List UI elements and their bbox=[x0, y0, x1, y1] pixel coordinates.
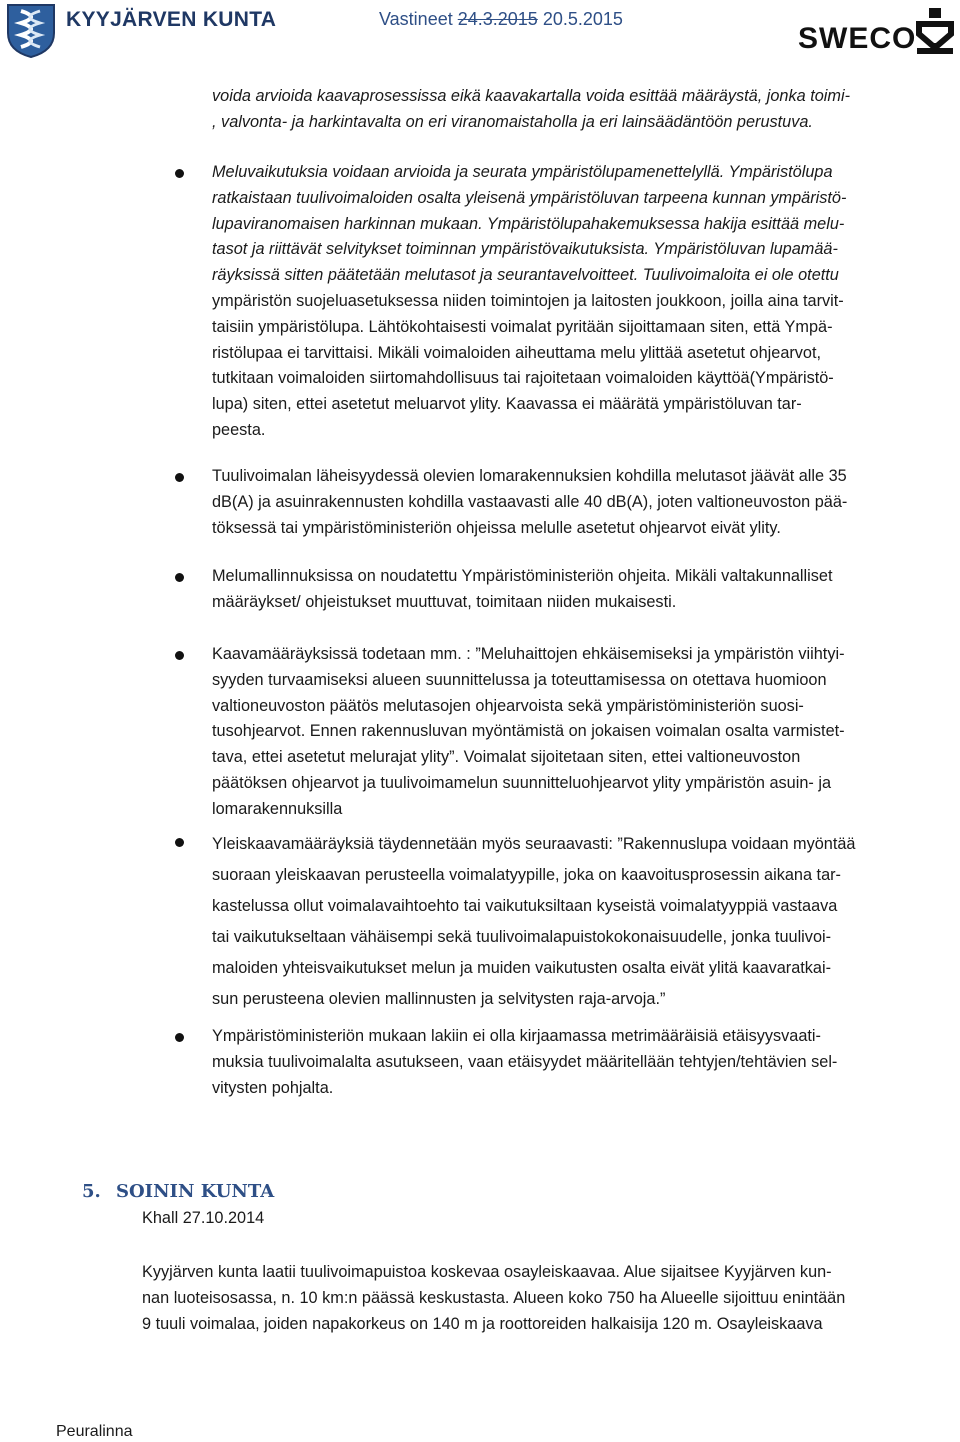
bullet-icon bbox=[175, 838, 184, 847]
text-line: Kyyjärven kunta laatii tuulivoimapuistoa koskevaa osayleiskaavaa. Alue sijaitsee Kyyjärven kun- bbox=[142, 1263, 832, 1281]
text-line: lomarakennuksilla bbox=[212, 799, 343, 818]
list-item bbox=[212, 160, 955, 444]
section-number: 5. bbox=[82, 1181, 101, 1202]
municipal-crest-icon bbox=[6, 3, 56, 59]
text-line: syyden turvaamiseksi alueen suunnittelussa ja toteuttamisessa on otettava huomioon bbox=[212, 670, 827, 689]
bullet-icon bbox=[175, 1033, 184, 1042]
text-line: ympäristön suojeluasetuksessa niiden toimintojen ja laitosten joukkoon, joilla aina tarvit- bbox=[212, 291, 844, 310]
text-line: muksia tuulivoimalalta asutukseen, vaan etäisyydet määritellään tehtyjen/tehtävien sel- bbox=[212, 1052, 838, 1071]
text-line: Ympäristöministeriön mukaan lakiin ei olla kirjaamassa metrimääräisiä etäisyysvaati- bbox=[212, 1027, 821, 1045]
text-line: Tuulivoimalan läheisyydessä olevien lomarakennuksien kohdilla melutasot jäävät alle 35 bbox=[212, 467, 847, 485]
list-item bbox=[212, 564, 955, 616]
section-date: Khall 27.10.2014 bbox=[142, 1209, 265, 1227]
text-line: tusohjearvot. Ennen rakennusluvan myöntämistä on jokaisen voimalan osalta varmistet- bbox=[212, 722, 845, 741]
text-line: Kaavamääräyksissä todetaan mm. : ”Meluhaittojen ehkäisemiseksi ja ympäristön viihtyi- bbox=[212, 645, 845, 663]
text-line: nan luoteisosassa, n. 10 km:n päässä keskustasta. Alueen koko 750 ha Alueelle sijoittuu enintään bbox=[142, 1289, 846, 1307]
text-line: töksessä tai ympäristöministeriön ohjeissa melulle asetetut ohjearvot eivät ylity. bbox=[212, 518, 781, 537]
bullet-icon bbox=[175, 573, 184, 582]
text-line: Meluvaikutuksia voidaan arvioida ja seurata ympäristölupamenettelyllä. Ympäristölupa bbox=[212, 163, 833, 181]
text-line: räyksissä sitten päätetään melutasot ja seurantavelvoitteet. Tuulivoimaloita ei ole otettu bbox=[212, 266, 839, 285]
sweco-mark-icon bbox=[915, 6, 955, 56]
section-title: SOININ KUNTA bbox=[116, 1181, 275, 1202]
text-line: tai vaikutukseltaan vähäisempi sekä tuulivoimalapuistokokonaisuudelle, jonka tuulivoi- bbox=[212, 928, 832, 946]
old-date: 24.3.2015 bbox=[457, 9, 538, 29]
text-line: , valvonta- ja harkintavalta on eri viranomaistaholla ja eri lainsäädäntöön perustuva. bbox=[212, 112, 813, 131]
page-header bbox=[0, 0, 960, 62]
text-line: taisiin ympäristölupa. Lähtökohtaisesti voimalat pyritään sijoittamaan siten, että Ympä- bbox=[212, 317, 833, 336]
text-line: suoraan yleiskaavan perusteella voimalatyypille, joka on kaavoitusprosessin aikana tar- bbox=[212, 866, 841, 884]
text-line: vitysten pohjalta. bbox=[212, 1078, 334, 1097]
text-line: ristölupaa ei tarvittaisi. Mikäli voimaloiden aiheuttama melu ylittää asetetut ohjearvot, bbox=[212, 343, 822, 362]
text-line: sun perusteena olevien mallinnusten ja selvitysten raja-arvoja.” bbox=[212, 990, 666, 1008]
bullet-icon bbox=[175, 473, 184, 482]
list-item bbox=[212, 464, 955, 541]
text-line: tasot ja riittävät selvitykset toiminnan ympäristövaikutuksista. Ympäristöluvan lupamää- bbox=[212, 240, 838, 259]
text-line: päätöksen ohjearvot ja tuulivoimamelun suunnitteluohjearvot ylity ympäristön asuin- ja bbox=[212, 773, 832, 792]
text-line: voida arvioida kaavaprosessissa eikä kaavakartalla voida esittää määräystä, jonka toimi- bbox=[212, 87, 850, 105]
text-line: Melumallinnuksissa on noudatettu Ympäristöministeriön ohjeita. Mikäli valtakunnalliset bbox=[212, 567, 833, 585]
section-paragraph bbox=[142, 1259, 942, 1337]
text-line: tutkitaan voimaloiden siirtomahdollisuus tai rajoitetaan voimaloiden käyttöä(Ympäristö- bbox=[212, 369, 834, 388]
text-line: valtioneuvoston päätös melutasojen ohjearvoista sekä ympäristöministeriön suosi- bbox=[212, 696, 804, 715]
text-line: Yleiskaavamääräyksiä täydennetään myös seuraavasti: ”Rakennuslupa voidaan myöntää bbox=[212, 835, 856, 853]
list-item bbox=[212, 829, 955, 1015]
text-line: peesta. bbox=[212, 420, 266, 439]
logo-text: SWECO bbox=[798, 22, 917, 55]
new-date: 20.5.2015 bbox=[542, 9, 623, 29]
text-line: maloiden yhteisvaikutukset melun ja muiden vaikutusten osalta eivät ylitä kaavaratkai- bbox=[212, 959, 832, 977]
page-footer: Peuralinna bbox=[56, 1423, 133, 1440]
list-item bbox=[212, 642, 955, 823]
text-line: ratkaistaan tuulivoimaloiden osalta yleisenä ympäristöluvan tarpeena kunnan ympäristö- bbox=[212, 188, 847, 207]
text-line: lupa) siten, ettei asetetut meluarvot ylity. Kaavassa ei määrätä ympäristöluvan tar- bbox=[212, 395, 802, 414]
continuation-text bbox=[212, 84, 955, 136]
municipality-name: KYYJÄRVEN KUNTA bbox=[66, 8, 277, 31]
bullet-icon bbox=[175, 651, 184, 660]
document-meta bbox=[379, 9, 623, 30]
text-line: tava, ettei asetetut melurajat ylity”. Voimalat sijoitetaan siten, ettei valtioneuvoston bbox=[212, 748, 801, 767]
text-line: lupaviranomaisen harkinnan mukaan. Ympäristölupahakemuksessa hakija esittää melu- bbox=[212, 214, 845, 233]
list-item bbox=[212, 1024, 955, 1101]
text-line: dB(A) ja asuinrakennusten kohdilla vastaavasti alle 40 dB(A), joten valtioneuvoston pää- bbox=[212, 492, 848, 511]
text-line: 9 tuuli voimalaa, joiden napakorkeus on 140 m ja roottoreiden halkaisija 120 m. Osayleiskaava bbox=[142, 1315, 823, 1333]
text-line: määräykset/ ohjeistukset muuttuvat, toimitaan niiden mukaisesti. bbox=[212, 592, 677, 611]
text-line: kastelussa ollut voimalavaihtoehto tai vaikutuksiltaan kyseistä voimalatyyppiä vastaava bbox=[212, 897, 838, 915]
bullet-icon bbox=[175, 169, 184, 178]
doc-label: Vastineet bbox=[379, 9, 453, 29]
